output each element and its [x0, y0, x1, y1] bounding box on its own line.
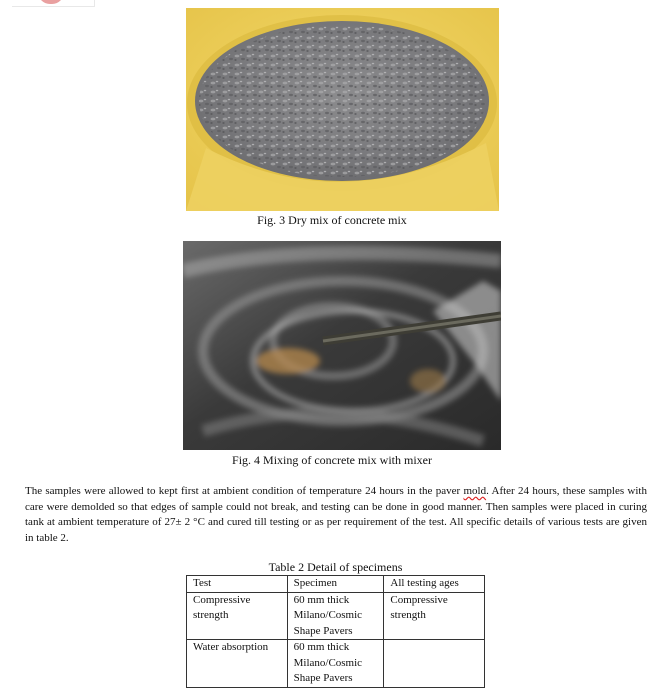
header-testing-ages: All testing ages — [384, 576, 485, 593]
spellcheck-flagged-word: mold — [463, 485, 487, 497]
dry-mix-photo — [186, 8, 499, 211]
table-header-row — [187, 576, 485, 593]
table-title: Table 2 Detail of specimens — [268, 560, 403, 574]
figure-3-caption: Fig. 3 Dry mix of concrete mix — [257, 213, 407, 227]
table-cell: Compressive strength — [384, 592, 485, 640]
table-cell: Compressive strength — [187, 592, 288, 640]
table-cell — [384, 640, 485, 688]
table-row — [187, 640, 485, 688]
body-paragraph — [25, 484, 647, 546]
header-specimen: Specimen — [287, 576, 384, 593]
paragraph-text-before: The samples were allowed to kept first at ambient condition of temperature 24 hours in the paver — [25, 485, 464, 497]
header-test: Test — [187, 576, 288, 593]
table-row — [187, 592, 485, 640]
paragraph-text-after: . After 24 hours, these samples with care were demolded so that edges of sample could not break, and testing can be done in good manner. Then samples were placed in curing tank at ambient temperature of 27± 2 °C and cured till testing or as per requirement of the test. All specific details of various tests are given in table 2. — [25, 485, 647, 544]
corner-logo — [12, 0, 95, 7]
table-cell: 60 mm thick Milano/Cosmic Shape Pavers — [287, 640, 384, 688]
logo-mark — [38, 0, 64, 4]
specimen-table — [186, 575, 485, 688]
table-cell: Water absorption — [187, 640, 288, 688]
figure-4-caption: Fig. 4 Mixing of concrete mix with mixer — [232, 453, 432, 467]
table-cell: 60 mm thick Milano/Cosmic Shape Pavers — [287, 592, 384, 640]
mixer-photo — [183, 241, 501, 450]
